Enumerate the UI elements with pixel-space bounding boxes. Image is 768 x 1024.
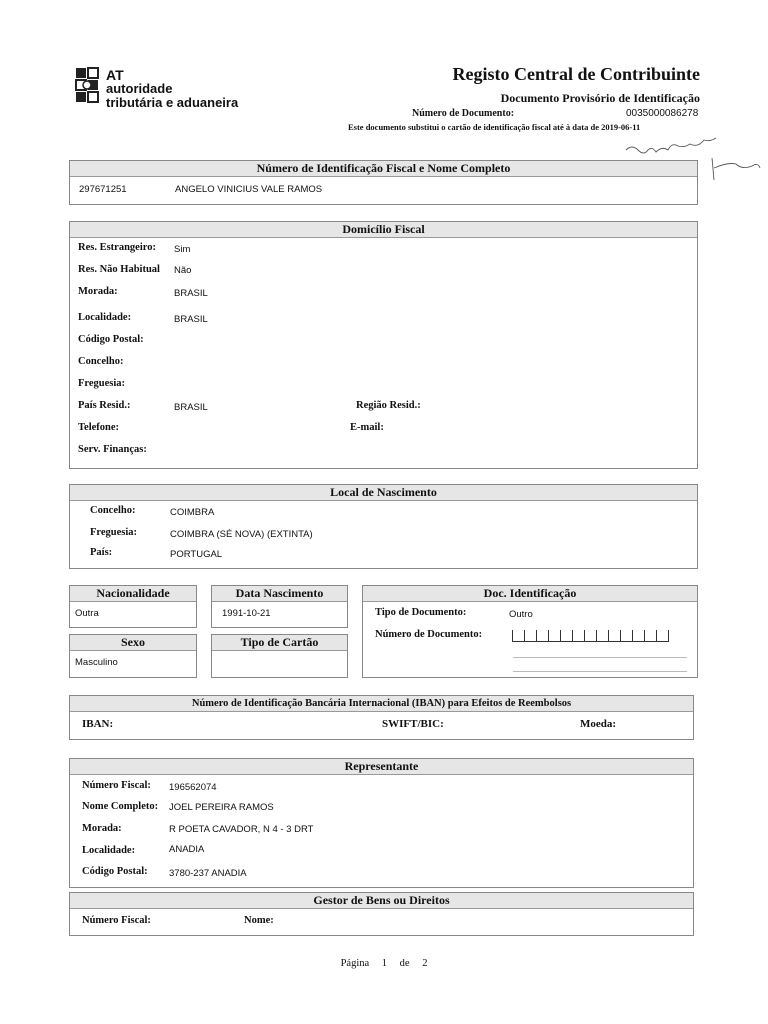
- moeda-label: Moeda:: [580, 718, 617, 730]
- nif-section-title: Número de Identificação Fiscal e Nome Completo: [70, 161, 697, 177]
- nif-value: 297671251: [79, 184, 127, 195]
- nascimento-title: Local de Nascimento: [70, 485, 697, 501]
- swift-label: SWIFT/BIC:: [382, 718, 444, 730]
- representante-section: [69, 758, 694, 888]
- iban-section-title: Número de Identificação Bancária Internacional (IBAN) para Efeitos de Reembolsos: [70, 696, 693, 712]
- full-name-value: ANGELO VINICIUS VALE RAMOS: [175, 184, 323, 195]
- rep-cp-value: 3780-237 ANADIA: [169, 868, 247, 879]
- rep-nome-label: Nome Completo:: [82, 801, 159, 812]
- nacionalidade-box: [69, 585, 197, 628]
- concelho-label: Concelho:: [78, 356, 124, 367]
- logo-at: AT: [106, 67, 124, 83]
- nasc-pais-value: PORTUGAL: [170, 549, 223, 560]
- res-nao-habitual-label: Res. Não Habitual: [78, 264, 160, 275]
- domicilio-title: Domicílio Fiscal: [70, 222, 697, 238]
- rep-cp-label: Código Postal:: [82, 866, 148, 877]
- serv-financas-label: Serv. Finanças:: [78, 444, 147, 455]
- gestor-nome-label: Nome:: [244, 915, 274, 926]
- doc-number-label: Número de Documento:: [412, 108, 515, 119]
- data-nascimento-value: 1991-10-21: [222, 608, 271, 619]
- pais-resid-label: País Resid.:: [78, 400, 131, 411]
- doc-line-1: [513, 657, 687, 658]
- tipo-cartao-box: [211, 634, 348, 678]
- rep-localidade-label: Localidade:: [82, 845, 136, 856]
- doc-identificacao-title: Doc. Identificação: [363, 586, 697, 602]
- local-nascimento-section: [69, 484, 698, 569]
- representante-title: Representante: [70, 759, 693, 775]
- nasc-concelho-label: Concelho:: [90, 505, 136, 516]
- pais-resid-value: BRASIL: [174, 402, 208, 413]
- page-label: Página: [340, 958, 370, 969]
- rep-nif-label: Número Fiscal:: [82, 780, 151, 791]
- domicilio-fiscal-section: [69, 221, 698, 469]
- sexo-value: Masculino: [75, 657, 118, 668]
- email-label: E-mail:: [350, 422, 384, 433]
- iban-section: [69, 695, 694, 740]
- logo-line2: tributária e aduaneira: [106, 95, 239, 110]
- gestor-bens-section: [69, 892, 694, 936]
- nasc-freguesia-label: Freguesia:: [90, 527, 138, 538]
- res-nao-habitual-value: Não: [174, 265, 192, 276]
- regiao-resid-label: Região Resid.:: [356, 400, 421, 411]
- localidade-value: BRASIL: [174, 314, 208, 325]
- numero-documento-label: Número de Documento:: [375, 629, 483, 640]
- codigo-postal-label: Código Postal:: [78, 334, 144, 345]
- logo-line1: autoridade: [106, 81, 173, 96]
- gestor-nif-label: Número Fiscal:: [82, 915, 151, 926]
- page-title: Registo Central de Contribuinte: [452, 64, 700, 84]
- rep-morada-value: R POETA CAVADOR, N 4 - 3 DRT: [169, 824, 314, 835]
- freguesia-label: Freguesia:: [78, 378, 126, 389]
- nacionalidade-title: Nacionalidade: [70, 586, 196, 602]
- rep-nif-value: 196562074: [169, 782, 217, 793]
- page-of: de: [399, 958, 410, 969]
- sexo-title: Sexo: [70, 635, 196, 651]
- tipo-documento-label: Tipo de Documento:: [375, 607, 467, 618]
- morada-label: Morada:: [78, 286, 118, 297]
- nacionalidade-value: Outra: [75, 608, 99, 619]
- substitute-note: Este documento substitui o cartão de identificação fiscal até à data de 2019-06-11: [348, 122, 641, 132]
- gestor-title: Gestor de Bens ou Direitos: [70, 893, 693, 909]
- data-nascimento-title: Data Nascimento: [212, 586, 347, 602]
- nasc-freguesia-value: COIMBRA (SÉ NOVA) (EXTINTA): [170, 529, 313, 540]
- data-nascimento-box: [211, 585, 348, 628]
- nif-name-section: [69, 160, 698, 205]
- at-logo-icon: [74, 66, 102, 106]
- morada-value: BRASIL: [174, 288, 208, 299]
- nasc-pais-label: País:: [90, 547, 113, 558]
- rep-morada-label: Morada:: [82, 823, 122, 834]
- telefone-label: Telefone:: [78, 422, 120, 433]
- nasc-concelho-value: COIMBRA: [170, 507, 215, 518]
- doc-number-value: 0035000086278: [626, 108, 699, 119]
- res-estrangeiro-value: Sim: [174, 244, 191, 255]
- sexo-box: [69, 634, 197, 678]
- rep-localidade-value: ANADIA: [169, 844, 205, 855]
- localidade-label: Localidade:: [78, 312, 132, 323]
- res-estrangeiro-label: Res. Estrangeiro:: [78, 242, 156, 253]
- rep-nome-value: JOEL PEREIRA RAMOS: [169, 802, 274, 813]
- document-number-boxes: [512, 630, 669, 642]
- doc-line-2: [513, 671, 687, 672]
- iban-label: IBAN:: [82, 718, 114, 730]
- tipo-cartao-title: Tipo de Cartão: [212, 635, 347, 651]
- page-number: 1: [381, 958, 388, 969]
- tipo-documento-value: Outro: [509, 609, 533, 620]
- page-footer: [0, 958, 768, 969]
- page-subtitle: Documento Provisório de Identificação: [500, 91, 700, 105]
- agency-logo-text: [106, 68, 238, 110]
- page-total: 2: [422, 958, 428, 969]
